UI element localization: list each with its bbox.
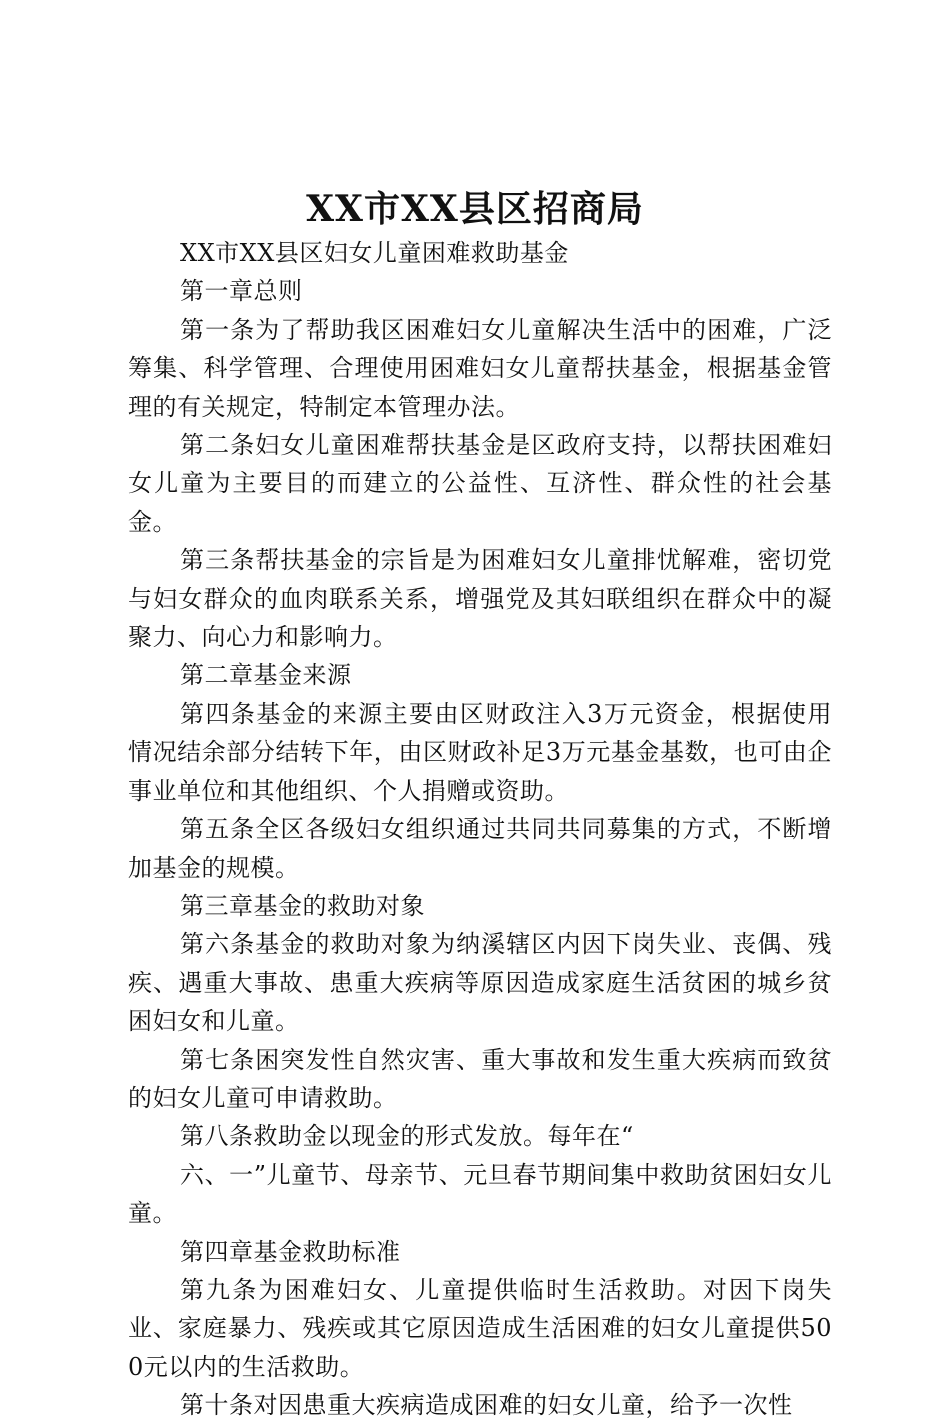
article-paragraph: 第八条救助金以现金的形式发放。每年在“ (180, 1122, 634, 1151)
chapter-heading: 第三章基金的救助对象 (180, 891, 425, 920)
chapter-heading: 第一章总则 (180, 277, 303, 306)
document-body (128, 234, 832, 1425)
document-title: XX市XX县区招商局 (306, 188, 644, 230)
chapter-heading: 第四章基金救助标准 (180, 1237, 401, 1266)
article-paragraph: 第九条为困难妇女、儿童提供临时生活救助。对因下岗失业、家庭暴力、残疾或其它原因造成生活困难的妇女儿童提供500元以内的生活救助。 (128, 1275, 832, 1381)
article-paragraph: 第三条帮扶基金的宗旨是为困难妇女儿童排忧解难，密切党与妇女群众的血肉联系关系，增强党及其妇联组织在群众中的凝聚力、向心力和影响力。 (128, 546, 832, 652)
article-paragraph: 第十条对因患重大疾病造成困难的妇女儿童，给予一次性 (180, 1391, 793, 1420)
article-paragraph: 第四条基金的来源主要由区财政注入3万元资金，根据使用情况结余部分结转下年，由区财政补足3万元基金基数，也可由企事业单位和其他组织、个人捐赠或资助。 (128, 699, 832, 805)
article-paragraph: 第六条基金的救助对象为纳溪辖区内因下岗失业、丧偶、残疾、遇重大事故、患重大疾病等原因造成家庭生活贫困的城乡贫困妇女和儿童。 (128, 930, 832, 1036)
fund-name-line: XX市XX县区妇女儿童困难救助基金 (180, 239, 569, 267)
chapter-heading: 第二章基金来源 (180, 661, 352, 690)
article-paragraph: 第五条全区各级妇女组织通过共同共同募集的方式，不断增加基金的规模。 (128, 815, 832, 882)
article-paragraph: 六、一”儿童节、母亲节、元旦春节期间集中救助贫困妇女儿童。 (128, 1160, 832, 1228)
article-paragraph: 第七条困突发性自然灾害、重大事故和发生重大疾病而致贫的妇女儿童可申请救助。 (128, 1045, 832, 1112)
article-paragraph: 第一条为了帮助我区困难妇女儿童解决生活中的困难，广泛筹集、科学管理、合理使用困难妇女儿童帮扶基金，根据基金管理的有关规定，特制定本管理办法。 (128, 315, 832, 421)
article-paragraph: 第二条妇女儿童困难帮扶基金是区政府支持，以帮扶困难妇女儿童为主要目的而建立的公益性、互济性、群众性的社会基金。 (128, 431, 832, 536)
